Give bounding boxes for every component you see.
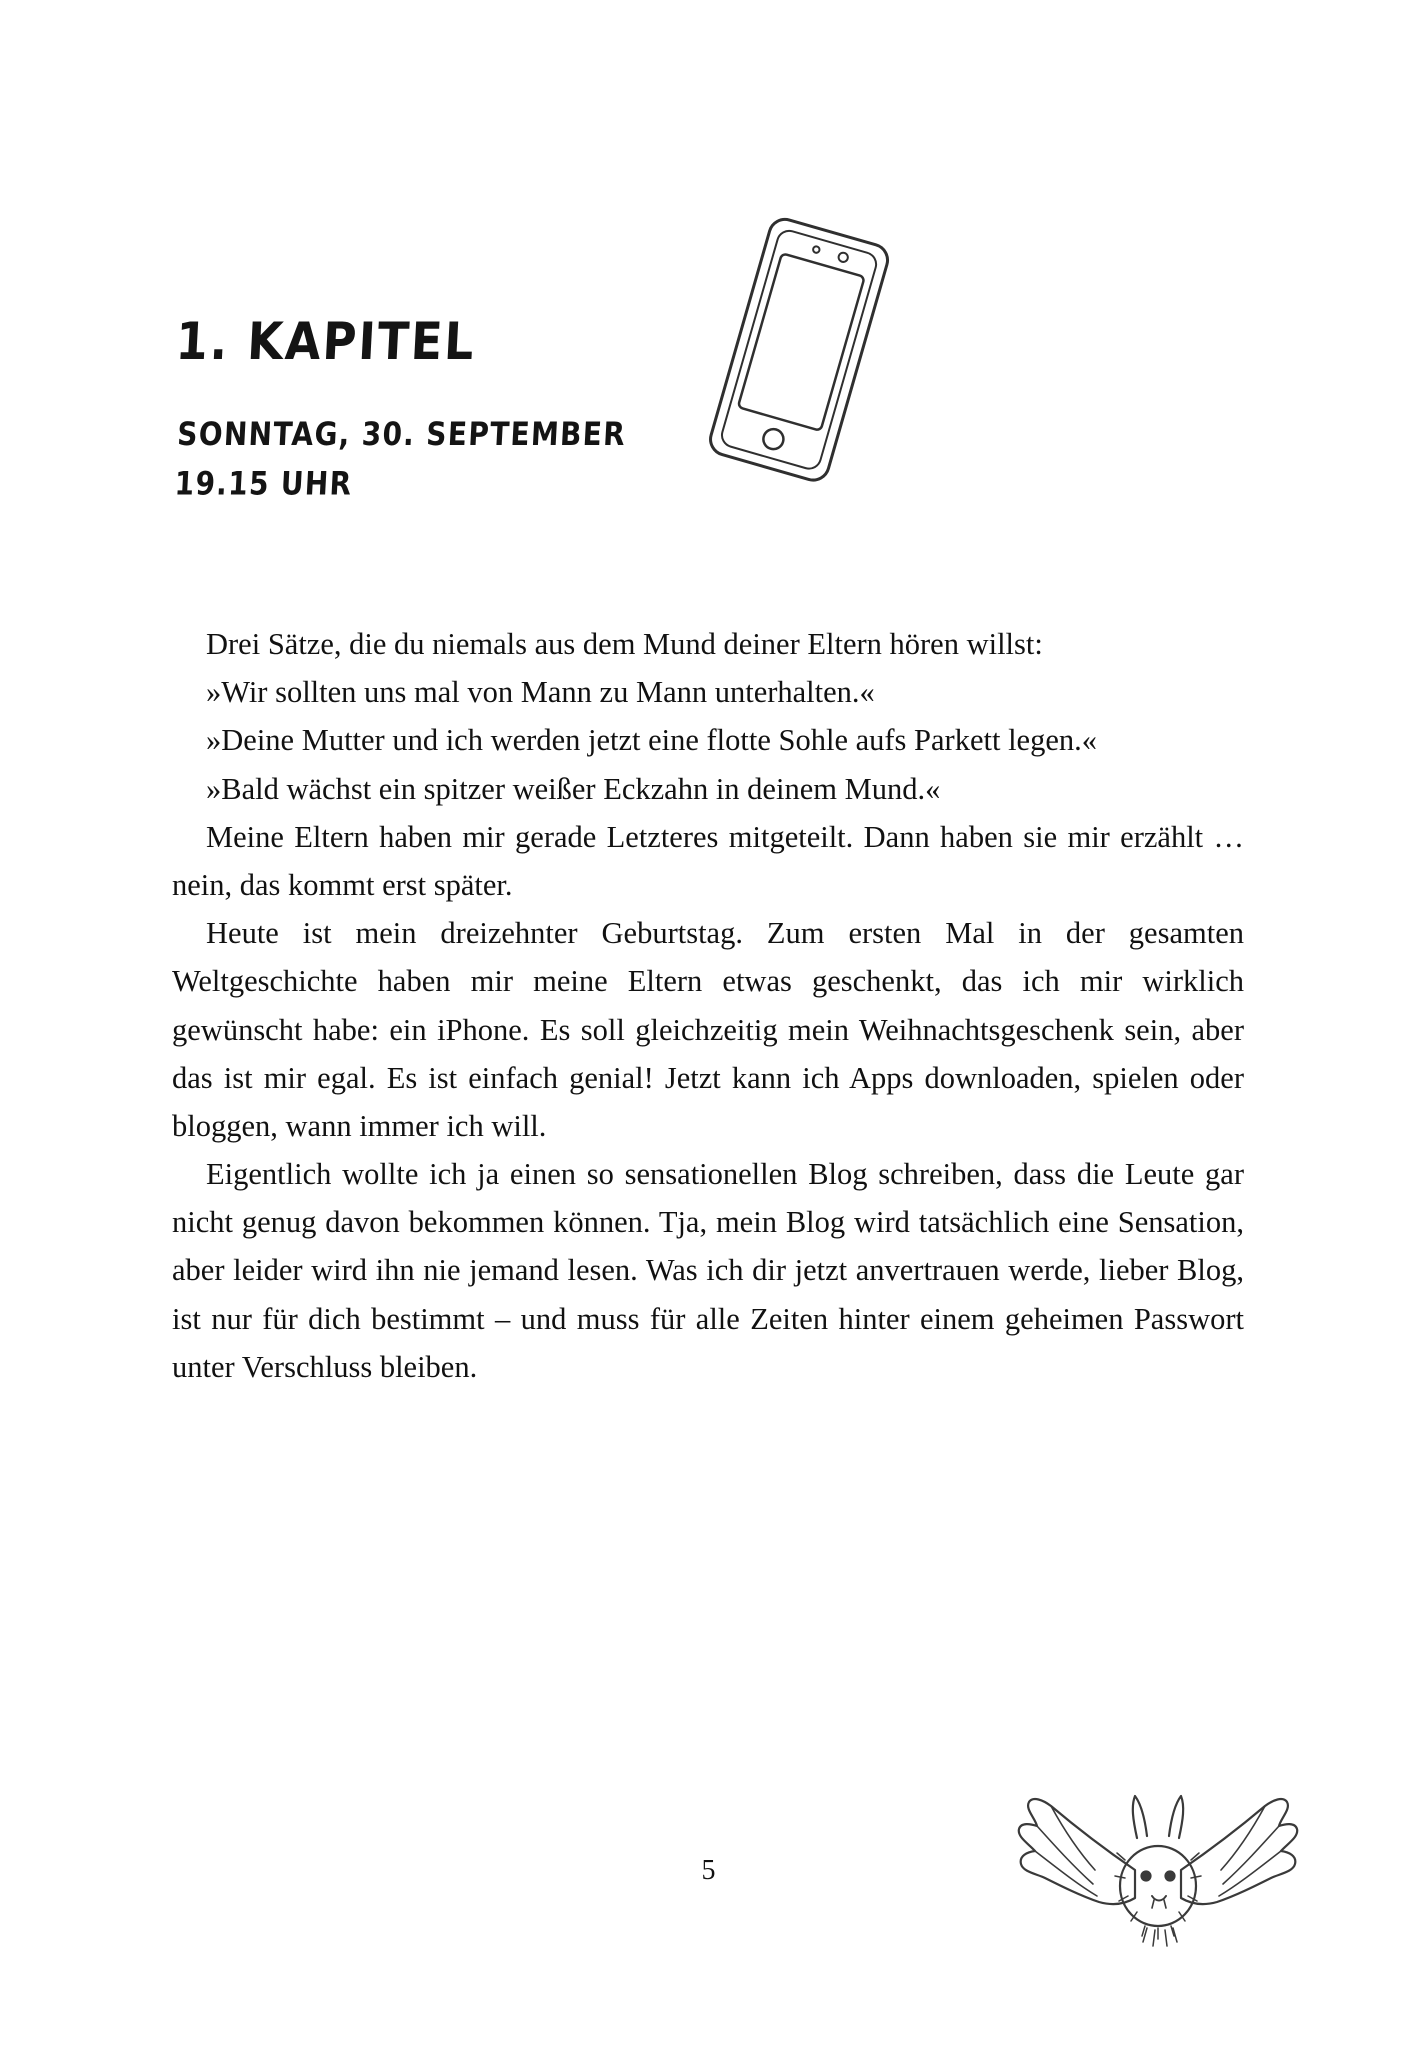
paragraph: Heute ist mein dreizehnter Geburtstag. Zum ersten Mal in der gesamten Weltgeschichte haben mir meine Eltern etwas geschenkt, das ich mir wirklich gewünscht habe: ein iPhone. Es soll gleichzeitig mein Weihnachtsgeschenk sein, aber das ist mir egal. Es ist einfach genial! Jetzt kann ich Apps downloaden, spielen oder bloggen, wann immer ich will.: [172, 916, 1244, 1143]
page-number: 5: [701, 1855, 716, 1886]
paragraph: »Wir sollten uns mal von Mann zu Mann unterhalten.«: [206, 675, 875, 710]
chapter-heading-block: [173, 310, 736, 504]
paragraph: »Bald wächst ein spitzer weißer Eckzahn in deinem Mund.«: [206, 771, 941, 806]
chapter-title: 1. KAPITEL: [174, 310, 478, 372]
chapter-time: 19.15 UHR: [173, 465, 354, 504]
chapter-date: SONNTAG, 30. SEPTEMBER: [176, 415, 628, 454]
body-text: [172, 620, 1244, 1391]
paragraph: »Deine Mutter und ich werden jetzt eine flotte Sohle aufs Parkett legen.«: [206, 723, 1097, 758]
paragraph: Eigentlich wollte ich ja einen so sensationellen Blog schreiben, dass die Leute gar nicht genug davon bekommen können. Tja, mein Blog wird tatsächlich eine Sensation, aber leider wird ihn nie jemand lesen. Was ich dir jetzt anvertrauen werde, lieber Blog, ist nur für dich bestimmt – und muss für alle Zeiten hinter einem geheimen Passwort unter Verschluss bleiben.: [172, 1157, 1244, 1384]
paragraph: Meine Eltern haben mir gerade Letzteres mitgeteilt. Dann haben sie mir erzählt … nein, das kommt erst später.: [172, 819, 1244, 902]
chapter-datetime: [173, 409, 738, 509]
paragraph: Drei Sätze, die du niemals aus dem Mund deiner Eltern hören willst:: [206, 627, 1043, 661]
